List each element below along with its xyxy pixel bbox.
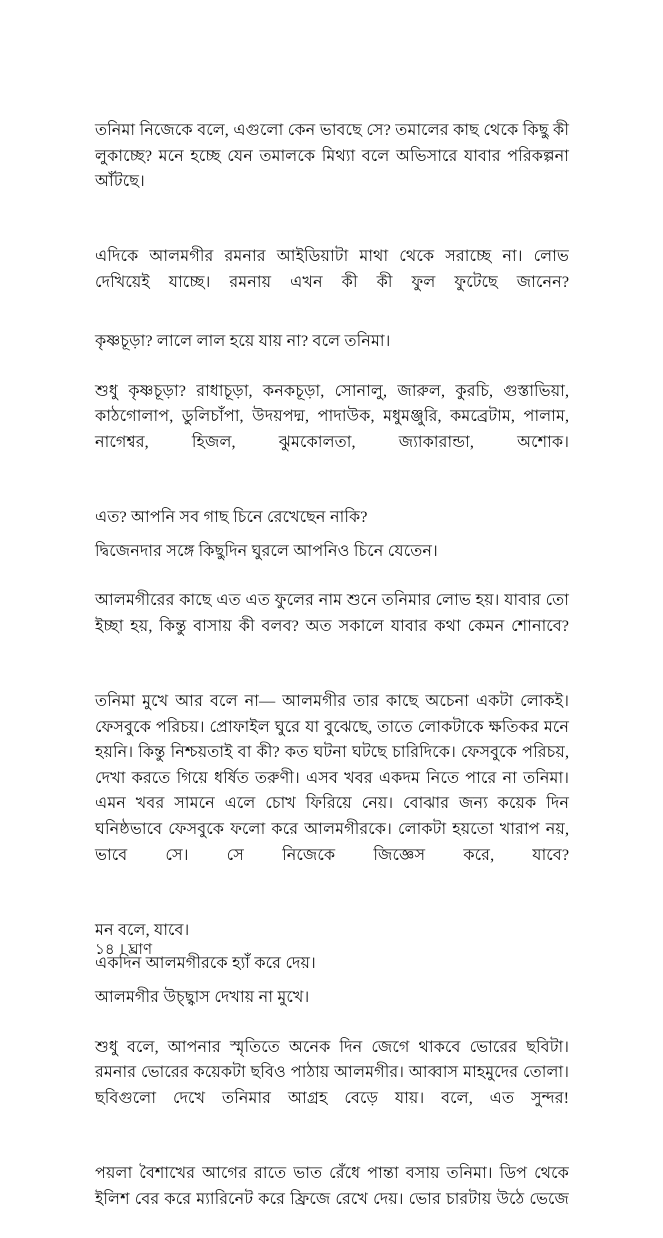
paragraph-13: পয়লা বৈশাখের আগের রাতে ভাত রেঁধে পান্তা বসায় তনিমা। ডিপ থেকে ইলিশ বের করে ম্যারিনেট করে ফ্রিজে রেখে দেয়। ভোর চারটায় উঠে ভেজে (95, 1164, 569, 1208)
page-text-block (95, 118, 569, 1238)
paragraph-2: এদিকে আলমগীর রমনার আইডিয়াটা মাথা থেকে সরাচ্ছে না। লোভ দেখিয়েই যাচ্ছে। রমনায় এখন কী কী ফুল ফুটেছে জানেন? (95, 247, 569, 291)
paragraph-6: দ্বিজেনদার সঙ্গে কিছুদিন ঘুরলে আপনিও চিনে যেতেন। (95, 541, 438, 560)
page-footer (95, 939, 569, 961)
paragraph-1: তনিমা নিজেকে বলে, এগুলো কেন ভাবছে সে? তমালের কাছ থেকে কিছু কী লুকাচ্ছে? মনে হচ্ছে যেন তমালকে মিথ্যা বলে অভিসারে যাবার পরিকল্পনা আঁটছে। (95, 121, 569, 191)
paragraph-4-flower-names: শুধু কৃষ্ণচূড়া? রাধাচূড়া, কনকচূড়া, সোনালু, জারুল, কুরচি, গুস্তাভিয়া, কাঠগোলাপ, ডুলিচাঁপা, উদয়পদ্ম, পাদাউক, মধুমঞ্জুরি, কমব্রেটাম, পালাম, নাগেশ্বর, হিজল, ঝুমকোলতা, জ্যাকারান্ডা, অশোক। (95, 381, 569, 451)
paragraph-7: আলমগীরের কাছে এত এত ফুলের নাম শুনে তনিমার লোভ হয়। যাবার তো ইচ্ছা হয়, কিন্তু বাসায় কী বলব? অত সকালে যাবার কথা কেমন শোনাবে? (95, 591, 569, 635)
paragraph-11: আলমগীর উচ্ছ্বাস দেখায় না মুখে। (95, 988, 310, 1007)
paragraph-12: শুধু বলে, আপনার স্মৃতিতে অনেক দিন জেগে থাকবে ভোরের ছবিটা। রমনার ভোরের কয়েকটা ছবিও পাঠায় আলমগীর। আব্বাস মাহমুদের তোলা। ছবিগুলো দেখে তনিমার আগ্রহ বেড়ে যায়। বলে, এত সুন্দর! (95, 1037, 569, 1107)
paragraph-9: মন বলে, যাবে। (95, 920, 190, 939)
paragraph-3: কৃষ্ণচূড়া? লালে লাল হয়ে যায় না? বলে তনিমা। (95, 332, 391, 351)
paragraph-5: এত? আপনি সব গাছ চিনে রেখেছেন নাকি? (95, 508, 368, 527)
paragraph-8: তনিমা মুখে আর বলে না— আলমগীর তার কাছে অচেনা একটা লোকই। ফেসবুকে পরিচয়। প্রোফাইল ঘুরে যা বুঝেছে, তাতে লোকটাকে ক্ষতিকর মনে হয়নি। কিন্তু নিশ্চয়তাই বা কী? কত ঘটনা ঘটছে চারিদিকে। ফেসবুকে পরিচয়, দেখা করতে গিয়ে ধর্ষিত তরুণী। এসব খবর একদম নিতে পারে না তনিমা। এমন খবর সামনে এলে চোখ ফিরিয়ে নেয়। বোঝার জন্য কয়েক দিন ঘনিষ্ঠভাবে ফেসবুকে ফলো করে আলমগীরকে। লোকটা হয়তো খারাপ নয়, ভাবে সে। সে নিজেকে জিজ্ঞেস করে, যাবে? (95, 692, 569, 864)
footer-page-number-and-title: ১৪ । ঘ্রাণ (95, 942, 153, 958)
paragraph-10: একদিন আলমগীরকে হ্যাঁ করে দেয়। (95, 954, 316, 973)
